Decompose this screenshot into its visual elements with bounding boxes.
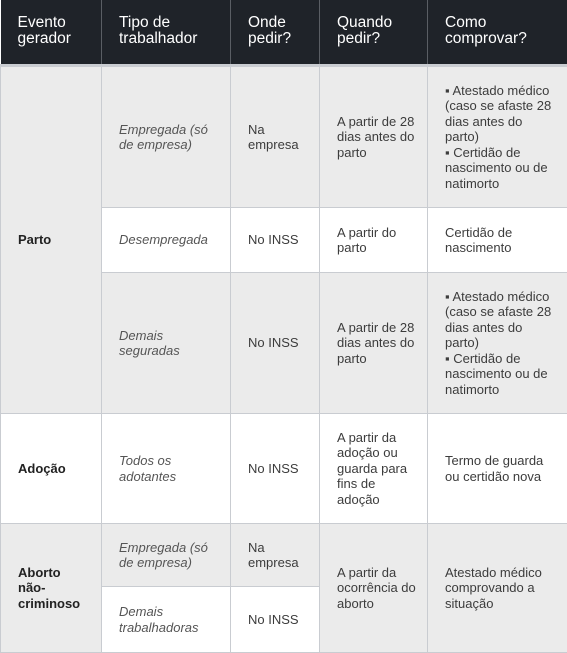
worker-cell: Demais trabalhadoras <box>102 587 231 653</box>
proof-cell: Termo de guarda ou certidão nova <box>428 414 567 524</box>
where-cell: No INSS <box>231 208 320 273</box>
proof-cell: Atestado médico comprovando a situação <box>428 524 567 653</box>
where-cell: Na empresa <box>231 66 320 208</box>
when-cell: A partir de 28 dias antes do parto <box>320 66 428 208</box>
worker-cell: Demais seguradas <box>102 273 231 414</box>
header-onde: Onde pedir? <box>231 0 320 66</box>
where-cell: No INSS <box>231 587 320 653</box>
table-row <box>1 524 567 587</box>
when-cell: A partir do parto <box>320 208 428 273</box>
proof-item: ▪ Certidão de nascimento ou de natimorto <box>445 351 557 398</box>
proof-item: Certidão de nascimento <box>445 225 557 256</box>
proof-item: ▪ Certidão de nascimento ou de natimorto <box>445 145 557 192</box>
event-cell-adocao: Adoção <box>1 414 102 524</box>
worker-cell: Todos os adotantes <box>102 414 231 524</box>
header-row <box>1 0 567 66</box>
table-row <box>1 66 567 208</box>
where-cell: No INSS <box>231 414 320 524</box>
when-cell: A partir de 28 dias antes do parto <box>320 273 428 414</box>
worker-cell: Desempregada <box>102 208 231 273</box>
header-tipo: Tipo de trabalhador <box>102 0 231 66</box>
event-cell-parto: Parto <box>1 66 102 414</box>
header-como: Como comprovar? <box>428 0 567 66</box>
worker-cell: Empregada (só de empresa) <box>102 524 231 587</box>
where-cell: Na empresa <box>231 524 320 587</box>
table-row <box>1 414 567 524</box>
header-quando: Quando pedir? <box>320 0 428 66</box>
proof-cell <box>428 273 567 414</box>
proof-item: ▪ Atestado médico (caso se afaste 28 dias antes do parto) <box>445 289 557 351</box>
proof-cell <box>428 208 567 273</box>
header-evento: Evento gerador <box>1 0 102 66</box>
where-cell: No INSS <box>231 273 320 414</box>
event-cell-aborto: Aborto não-criminoso <box>1 524 102 653</box>
when-cell: A partir da ocorrência do aborto <box>320 524 428 653</box>
proof-cell <box>428 66 567 208</box>
worker-cell: Empregada (só de empresa) <box>102 66 231 208</box>
proof-item: ▪ Atestado médico (caso se afaste 28 dias antes do parto) <box>445 83 557 145</box>
when-cell: A partir da adoção ou guarda para fins de adoção <box>320 414 428 524</box>
